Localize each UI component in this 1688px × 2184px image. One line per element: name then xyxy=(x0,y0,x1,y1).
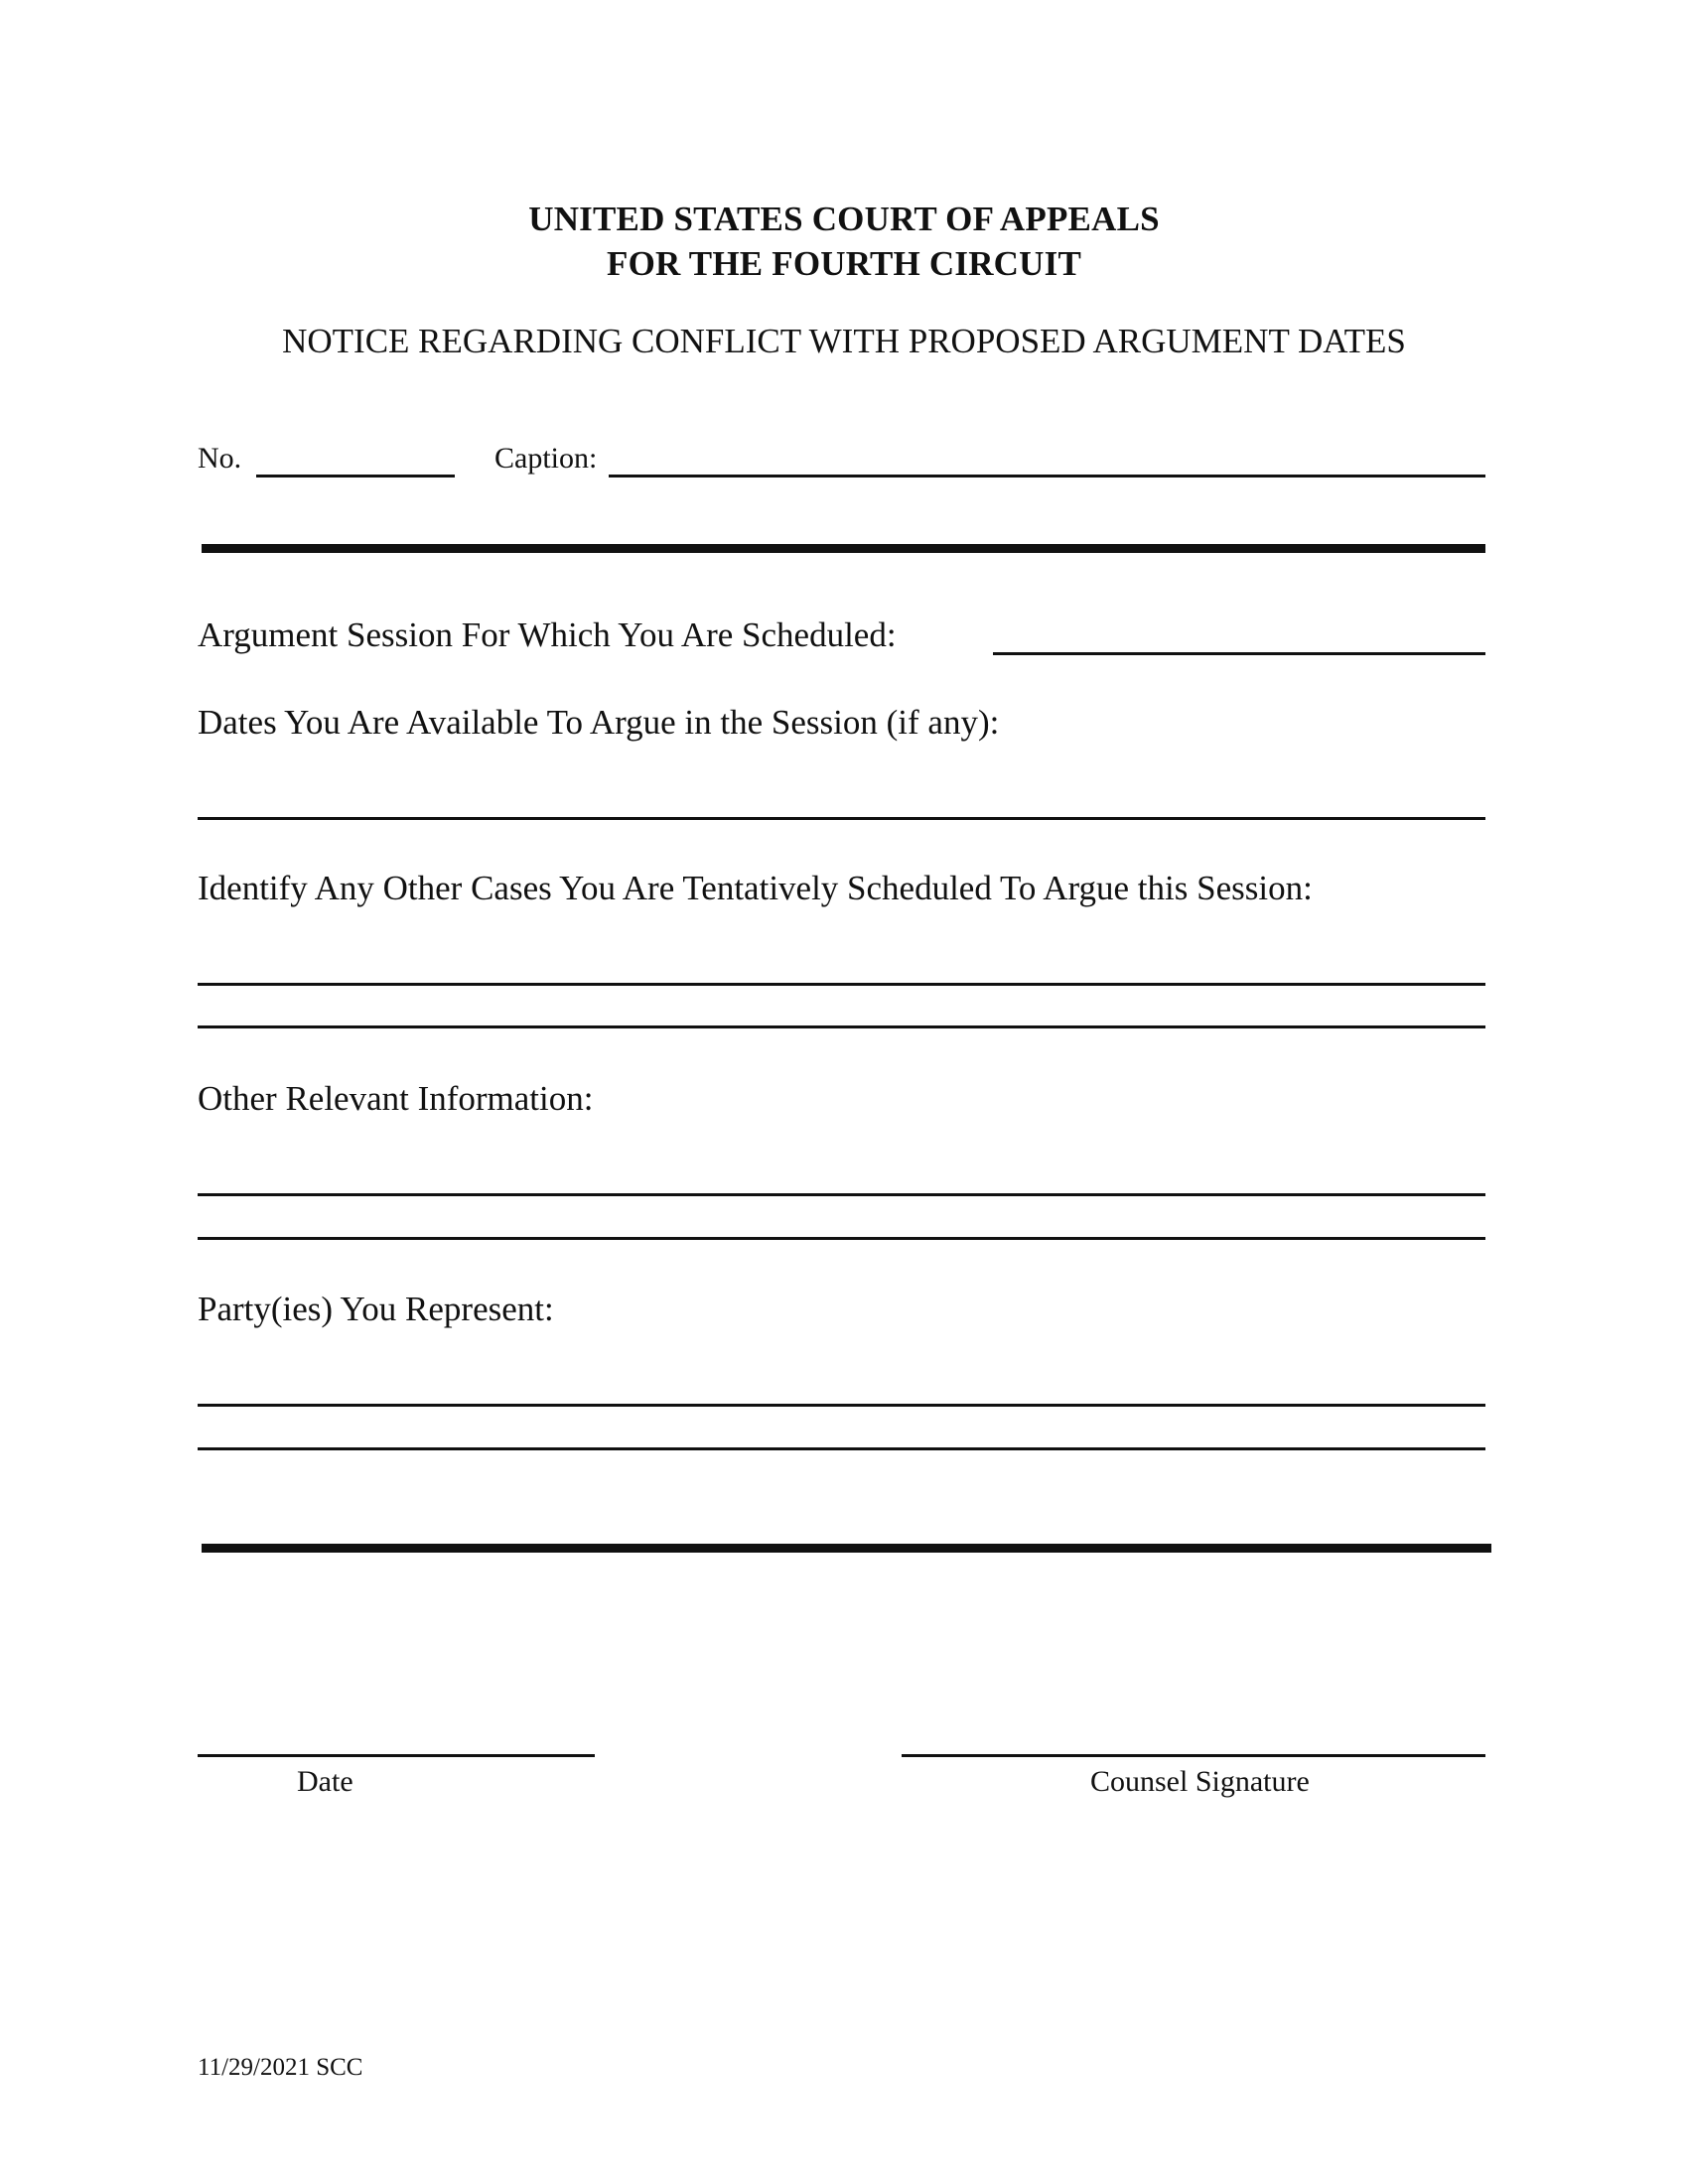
other-cases-underline-2 xyxy=(198,1025,1485,1028)
revision-footer: 11/29/2021 SCC xyxy=(198,2054,363,2081)
other-info-input-2[interactable] xyxy=(198,1195,1485,1237)
argument-session-underline xyxy=(993,652,1485,655)
case-number-underline xyxy=(256,475,455,478)
bottom-separator xyxy=(202,1544,1491,1553)
counsel-signature-label: Counsel Signature xyxy=(1090,1765,1310,1798)
caption-label: Caption: xyxy=(494,442,598,475)
parties-label: Party(ies) You Represent: xyxy=(198,1290,554,1328)
parties-underline-2 xyxy=(198,1447,1485,1450)
other-info-input-1[interactable] xyxy=(198,1152,1485,1193)
date-input[interactable] xyxy=(198,1712,595,1754)
counsel-signature-input[interactable] xyxy=(902,1712,1485,1754)
court-name-line1: UNITED STATES COURT OF APPEALS xyxy=(528,200,1160,238)
argument-session-label: Argument Session For Which You Are Scheduled: xyxy=(198,615,897,654)
caption-input[interactable] xyxy=(609,433,1485,475)
available-dates-label: Dates You Are Available To Argue in the Session (if any): xyxy=(198,703,1000,742)
parties-input-2[interactable] xyxy=(198,1406,1485,1447)
top-separator xyxy=(202,544,1485,553)
counsel-signature-underline xyxy=(902,1754,1485,1757)
available-dates-input[interactable] xyxy=(198,775,1485,817)
other-cases-input-2[interactable] xyxy=(198,985,1485,1025)
other-info-label: Other Relevant Information: xyxy=(198,1079,594,1118)
form-title: NOTICE REGARDING CONFLICT WITH PROPOSED ARGUMENT DATES xyxy=(282,322,1406,360)
other-cases-input-1[interactable] xyxy=(198,941,1485,983)
date-label: Date xyxy=(297,1765,353,1798)
case-number-label: No. xyxy=(198,442,242,475)
other-cases-label: Identify Any Other Cases You Are Tentatively Scheduled To Argue this Session: xyxy=(198,869,1313,907)
other-info-underline-2 xyxy=(198,1237,1485,1240)
caption-underline xyxy=(609,475,1485,478)
argument-session-input[interactable] xyxy=(993,611,1485,652)
date-underline xyxy=(198,1754,595,1757)
available-dates-underline xyxy=(198,817,1485,820)
parties-input-1[interactable] xyxy=(198,1362,1485,1404)
case-number-input[interactable] xyxy=(256,433,455,475)
court-name-line2: FOR THE FOURTH CIRCUIT xyxy=(607,244,1081,283)
